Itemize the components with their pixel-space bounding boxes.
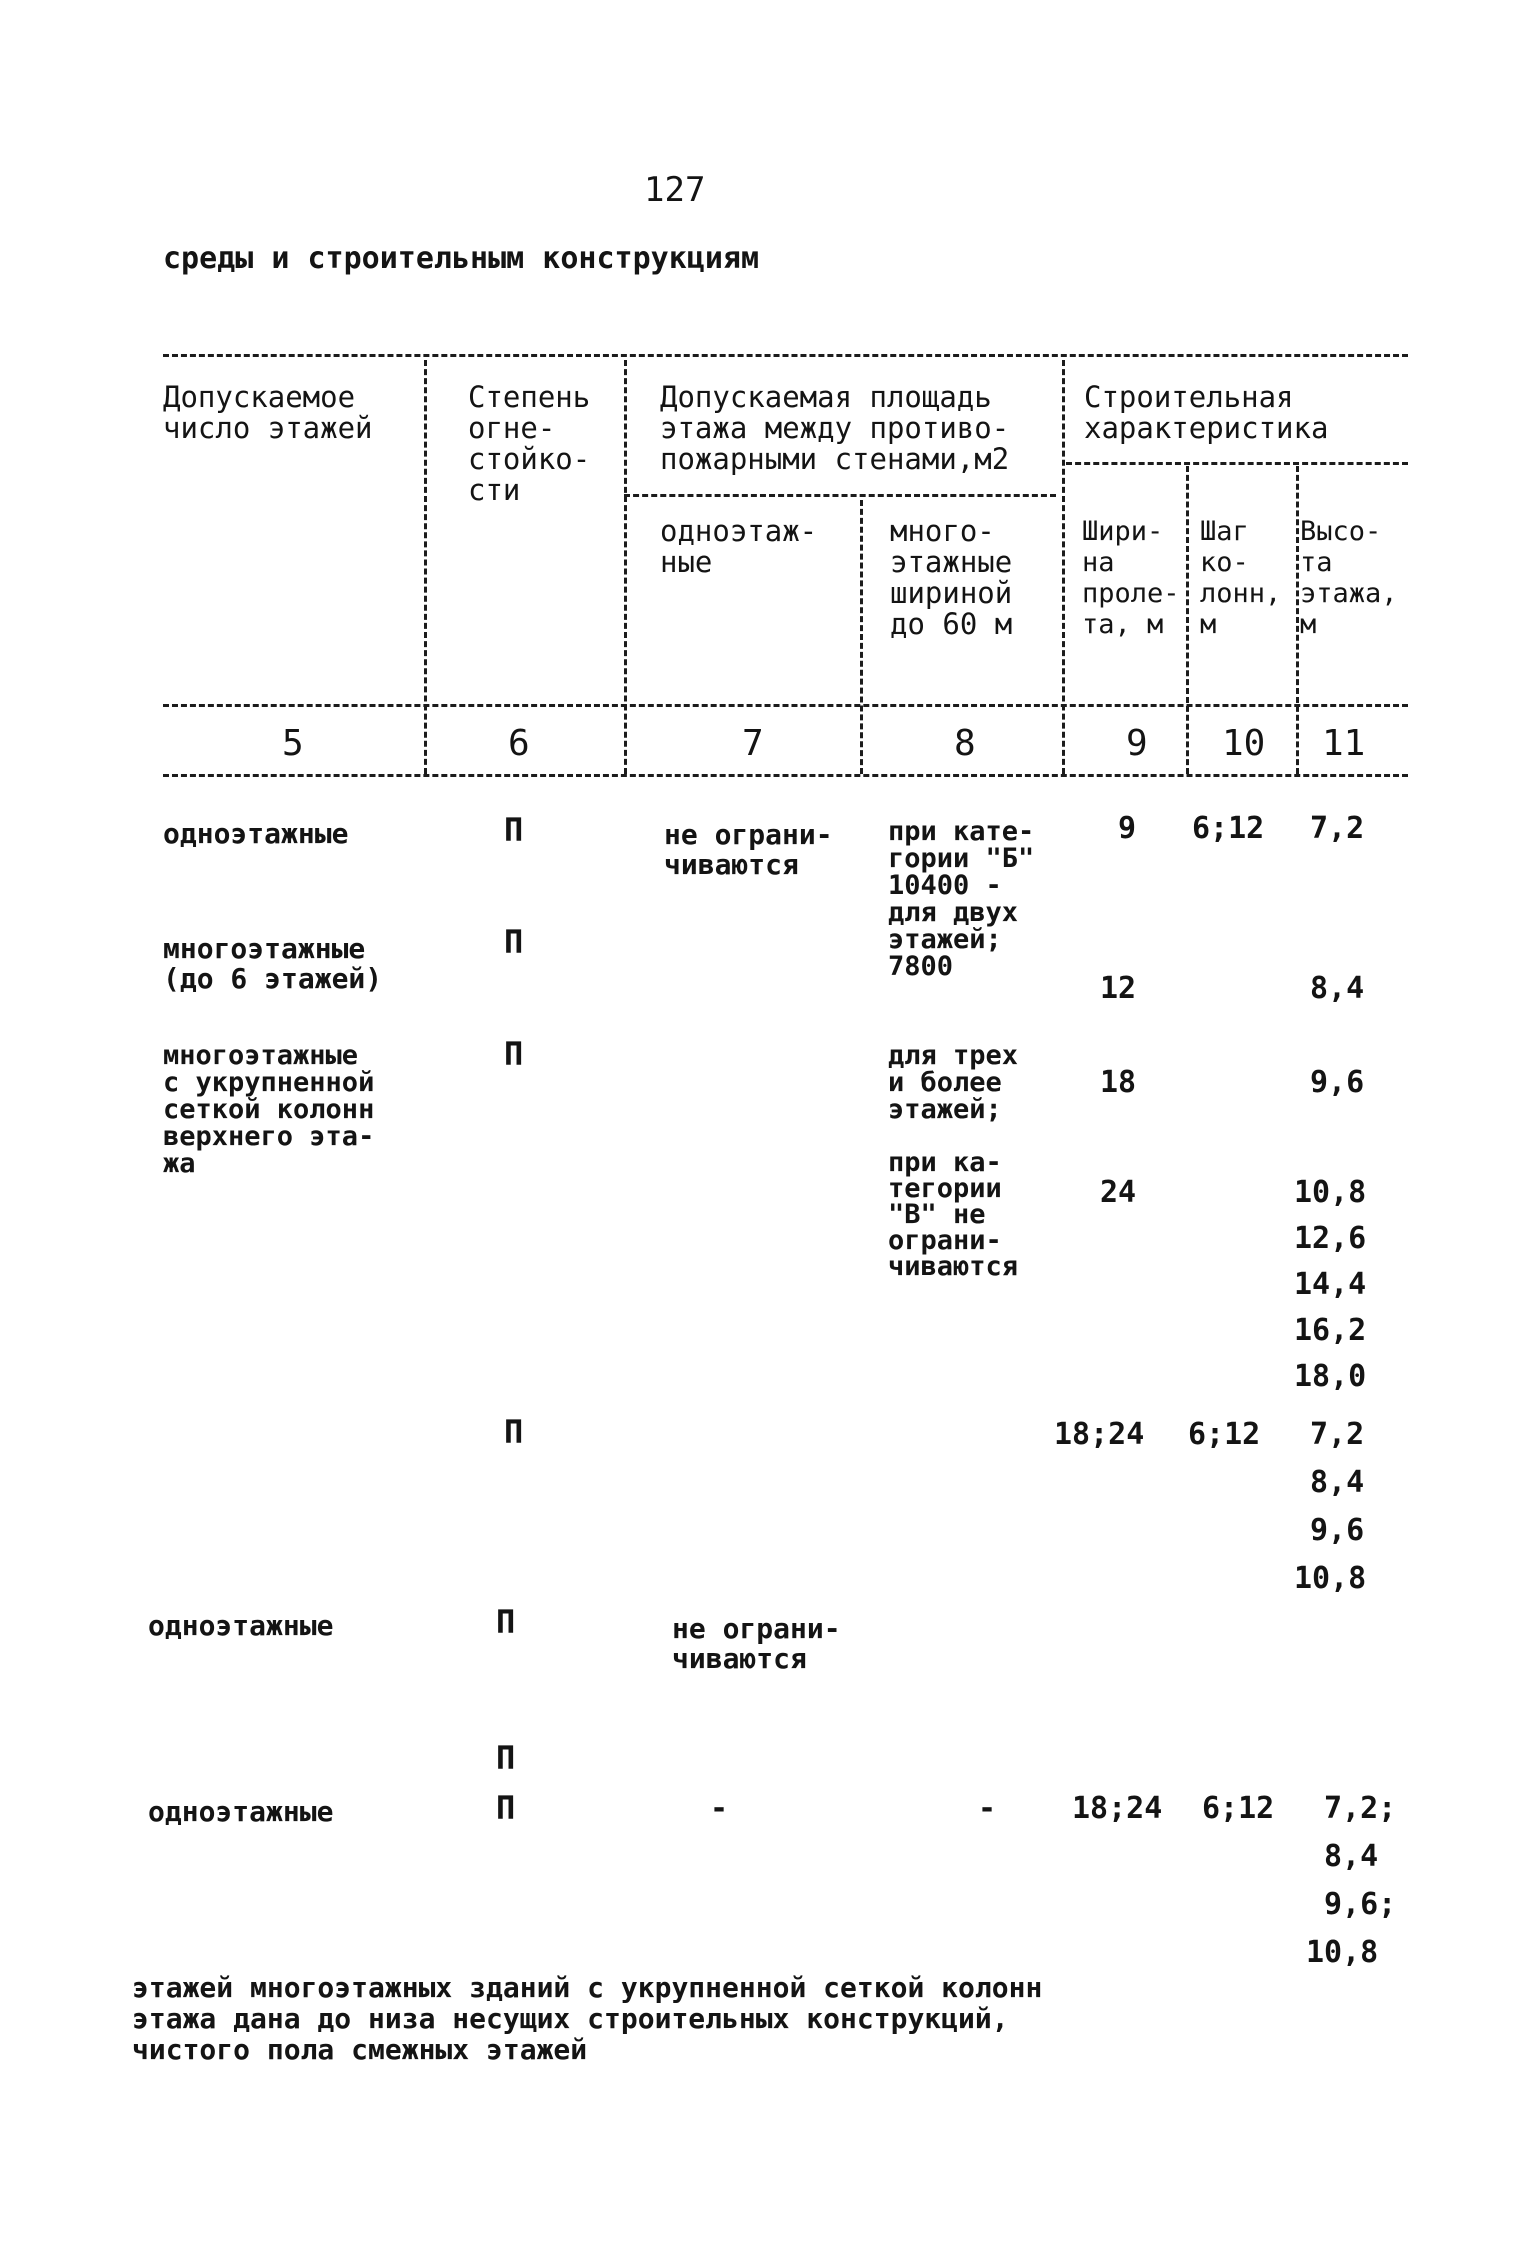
row1-span: 9 — [1118, 811, 1137, 846]
row3-floors: многоэтажные с укрупненной сеткой колонн верхнего эта- жа — [163, 1040, 375, 1179]
char-subheader-rule — [1066, 462, 1408, 465]
header-fire-resistance: Степень огне- стойко- сти — [468, 380, 591, 507]
row7-floors: одноэтажные — [148, 1795, 334, 1828]
row5-floors: одноэтажные — [148, 1609, 334, 1642]
row3-height-b-1: 10,8 — [1294, 1175, 1367, 1210]
col-divider-9-10 — [1186, 466, 1189, 774]
col-divider-5-6 — [424, 360, 427, 774]
row4-degree: П — [504, 1413, 524, 1451]
column-number-10: 10 — [1222, 723, 1266, 764]
header-floors: Допускаемое число этажей — [163, 380, 373, 445]
header-area-multi: много- этажные шириной до 60 м — [890, 514, 1013, 641]
row4-height-4: 10,8 — [1294, 1561, 1367, 1596]
header-building-characteristics: Строительная характеристика — [1084, 380, 1329, 445]
page-number: 127 — [644, 170, 706, 210]
row5-area-single: не ограни- чиваются — [672, 1612, 841, 1675]
row7-degree: П — [496, 1789, 516, 1827]
row4-step: 6;12 — [1188, 1417, 1261, 1452]
table-footnote: этажей многоэтажных зданий с укрупненной сеткой колонн этажа дана до низа несущих строительных конструкций, чистого пола смежных этажей — [132, 1971, 1043, 2066]
row3-span-a: 18 — [1100, 1065, 1137, 1100]
row7-step: 6;12 — [1202, 1791, 1275, 1826]
column-number-7: 7 — [742, 723, 764, 764]
row1-area-single: не ограни- чиваются — [664, 818, 833, 881]
column-number-5: 5 — [282, 723, 304, 764]
table-caption: среды и строительным конструкциям — [163, 241, 760, 276]
row1-height: 7,2 — [1310, 811, 1365, 846]
row1-floors: одноэтажные — [163, 817, 349, 850]
column-number-8: 8 — [954, 723, 976, 764]
row5-degree: П — [496, 1603, 516, 1641]
header-bottom-rule — [163, 704, 1408, 707]
row1-area-multi: при кате- гории "Б" 10400 - для двух этажей; 7800 — [888, 816, 1035, 982]
row7-height-3: 9,6; — [1324, 1887, 1397, 1922]
row3-height-b-4: 16,2 — [1294, 1313, 1367, 1348]
row4-span: 18;24 — [1054, 1417, 1145, 1452]
row7-area-multi: - — [978, 1791, 997, 1826]
row1-degree: П — [504, 811, 524, 849]
header-area-single: одноэтаж- ные — [660, 514, 818, 579]
header-floor-height: Высо- та этажа, м — [1300, 516, 1398, 640]
row3-span-b: 24 — [1100, 1175, 1137, 1210]
row4-height-1: 7,2 — [1310, 1417, 1365, 1452]
numbers-bottom-rule — [163, 774, 1408, 777]
header-span-width: Шири- на проле- та, м — [1082, 516, 1180, 640]
column-number-11: 11 — [1322, 723, 1366, 764]
col-divider-8-9 — [1062, 360, 1065, 774]
row3-height-b-3: 14,4 — [1294, 1267, 1367, 1302]
row2-height: 8,4 — [1310, 971, 1365, 1006]
row6-degree: П — [496, 1739, 516, 1777]
row2-floors: многоэтажные (до 6 этажей) — [163, 932, 383, 995]
header-allowed-area: Допускаемая площадь этажа между противо- пожарными стенами,м2 — [660, 380, 1010, 476]
col-divider-10-11 — [1296, 466, 1299, 774]
row3-height-b-5: 18,0 — [1294, 1359, 1367, 1394]
row2-degree: П — [504, 923, 524, 961]
col-divider-6-7 — [624, 360, 627, 774]
row3-height-b-2: 12,6 — [1294, 1221, 1367, 1256]
row7-area-single: - — [710, 1791, 729, 1826]
row7-span: 18;24 — [1072, 1791, 1163, 1826]
row4-height-3: 9,6 — [1310, 1513, 1365, 1548]
area-subheader-rule — [624, 494, 1056, 497]
row3-area-multi-b: при ка- тегории "В" не ограни- чиваются — [888, 1147, 1019, 1282]
row3-degree: П — [504, 1035, 524, 1073]
column-number-9: 9 — [1126, 723, 1148, 764]
row4-height-2: 8,4 — [1310, 1465, 1365, 1500]
row2-span: 12 — [1100, 971, 1137, 1006]
header-column-step: Шаг ко- лонн, м — [1200, 516, 1282, 640]
row1-step: 6;12 — [1192, 811, 1265, 846]
col-divider-7-8 — [860, 500, 863, 774]
table-top-rule — [163, 354, 1408, 357]
column-number-6: 6 — [508, 723, 530, 764]
row7-height-4: 10,8 — [1306, 1935, 1379, 1970]
row3-area-multi-a: для трех и более этажей; — [888, 1040, 1019, 1125]
row7-height-1: 7,2; — [1324, 1791, 1397, 1826]
row3-height-a: 9,6 — [1310, 1065, 1365, 1100]
row7-height-2: 8,4 — [1324, 1839, 1379, 1874]
